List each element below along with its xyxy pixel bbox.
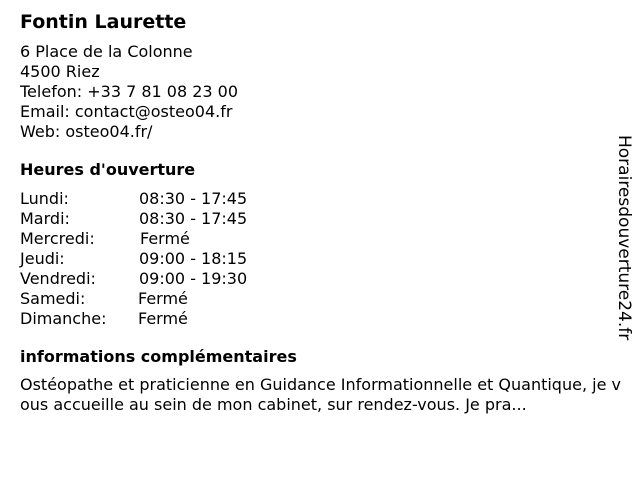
- contact-block: [20, 42, 620, 142]
- hours-row-mardi: [20, 209, 620, 229]
- day-label: Mercredi:: [20, 229, 95, 248]
- website-text: Web: osteo04.fr/: [20, 122, 153, 141]
- business-name: Fontin Laurette: [20, 11, 187, 33]
- hours-value: 09:00 - 18:15: [139, 249, 248, 268]
- business-card: [20, 10, 620, 415]
- phone-text: Telefon: +33 7 81 08 23 00: [20, 82, 239, 101]
- hours-value: Fermé: [138, 289, 188, 308]
- hours-value: 08:30 - 17:45: [139, 209, 248, 228]
- address-city: 4500 Riez: [20, 62, 100, 81]
- hours-row-jeudi: [20, 249, 620, 269]
- info-text: Ostéopathe et praticienne en Guidance Informationnelle et Quantique, je vous accueille au sein de mon cabinet, sur rendez-vous. Je pra...: [20, 375, 621, 414]
- hours-row-samedi: [20, 289, 620, 309]
- hours-value: Fermé: [140, 229, 190, 248]
- hours-value: 08:30 - 17:45: [139, 189, 248, 208]
- day-label: Jeudi:: [20, 249, 65, 268]
- hours-value: 09:00 - 19:30: [139, 269, 248, 288]
- site-watermark: Horairesdouverture24.fr: [614, 135, 634, 341]
- day-label: Mardi:: [20, 209, 70, 228]
- hours-row-vendredi: [20, 269, 620, 289]
- hours-row-dimanche: [20, 309, 620, 329]
- email-text: Email: contact@osteo04.fr: [20, 102, 233, 121]
- day-label: Lundi:: [20, 189, 69, 208]
- day-label: Samedi:: [20, 289, 86, 308]
- hours-row-lundi: [20, 189, 620, 209]
- hours-value: Fermé: [138, 309, 188, 328]
- hours-row-mercredi: [20, 229, 620, 249]
- info-heading: informations complémentaires: [20, 347, 297, 366]
- day-label: Dimanche:: [20, 309, 107, 328]
- hours-heading: Heures d'ouverture: [20, 160, 196, 179]
- address-street: 6 Place de la Colonne: [20, 42, 193, 61]
- hours-table: [20, 189, 620, 329]
- day-label: Vendredi:: [20, 269, 96, 288]
